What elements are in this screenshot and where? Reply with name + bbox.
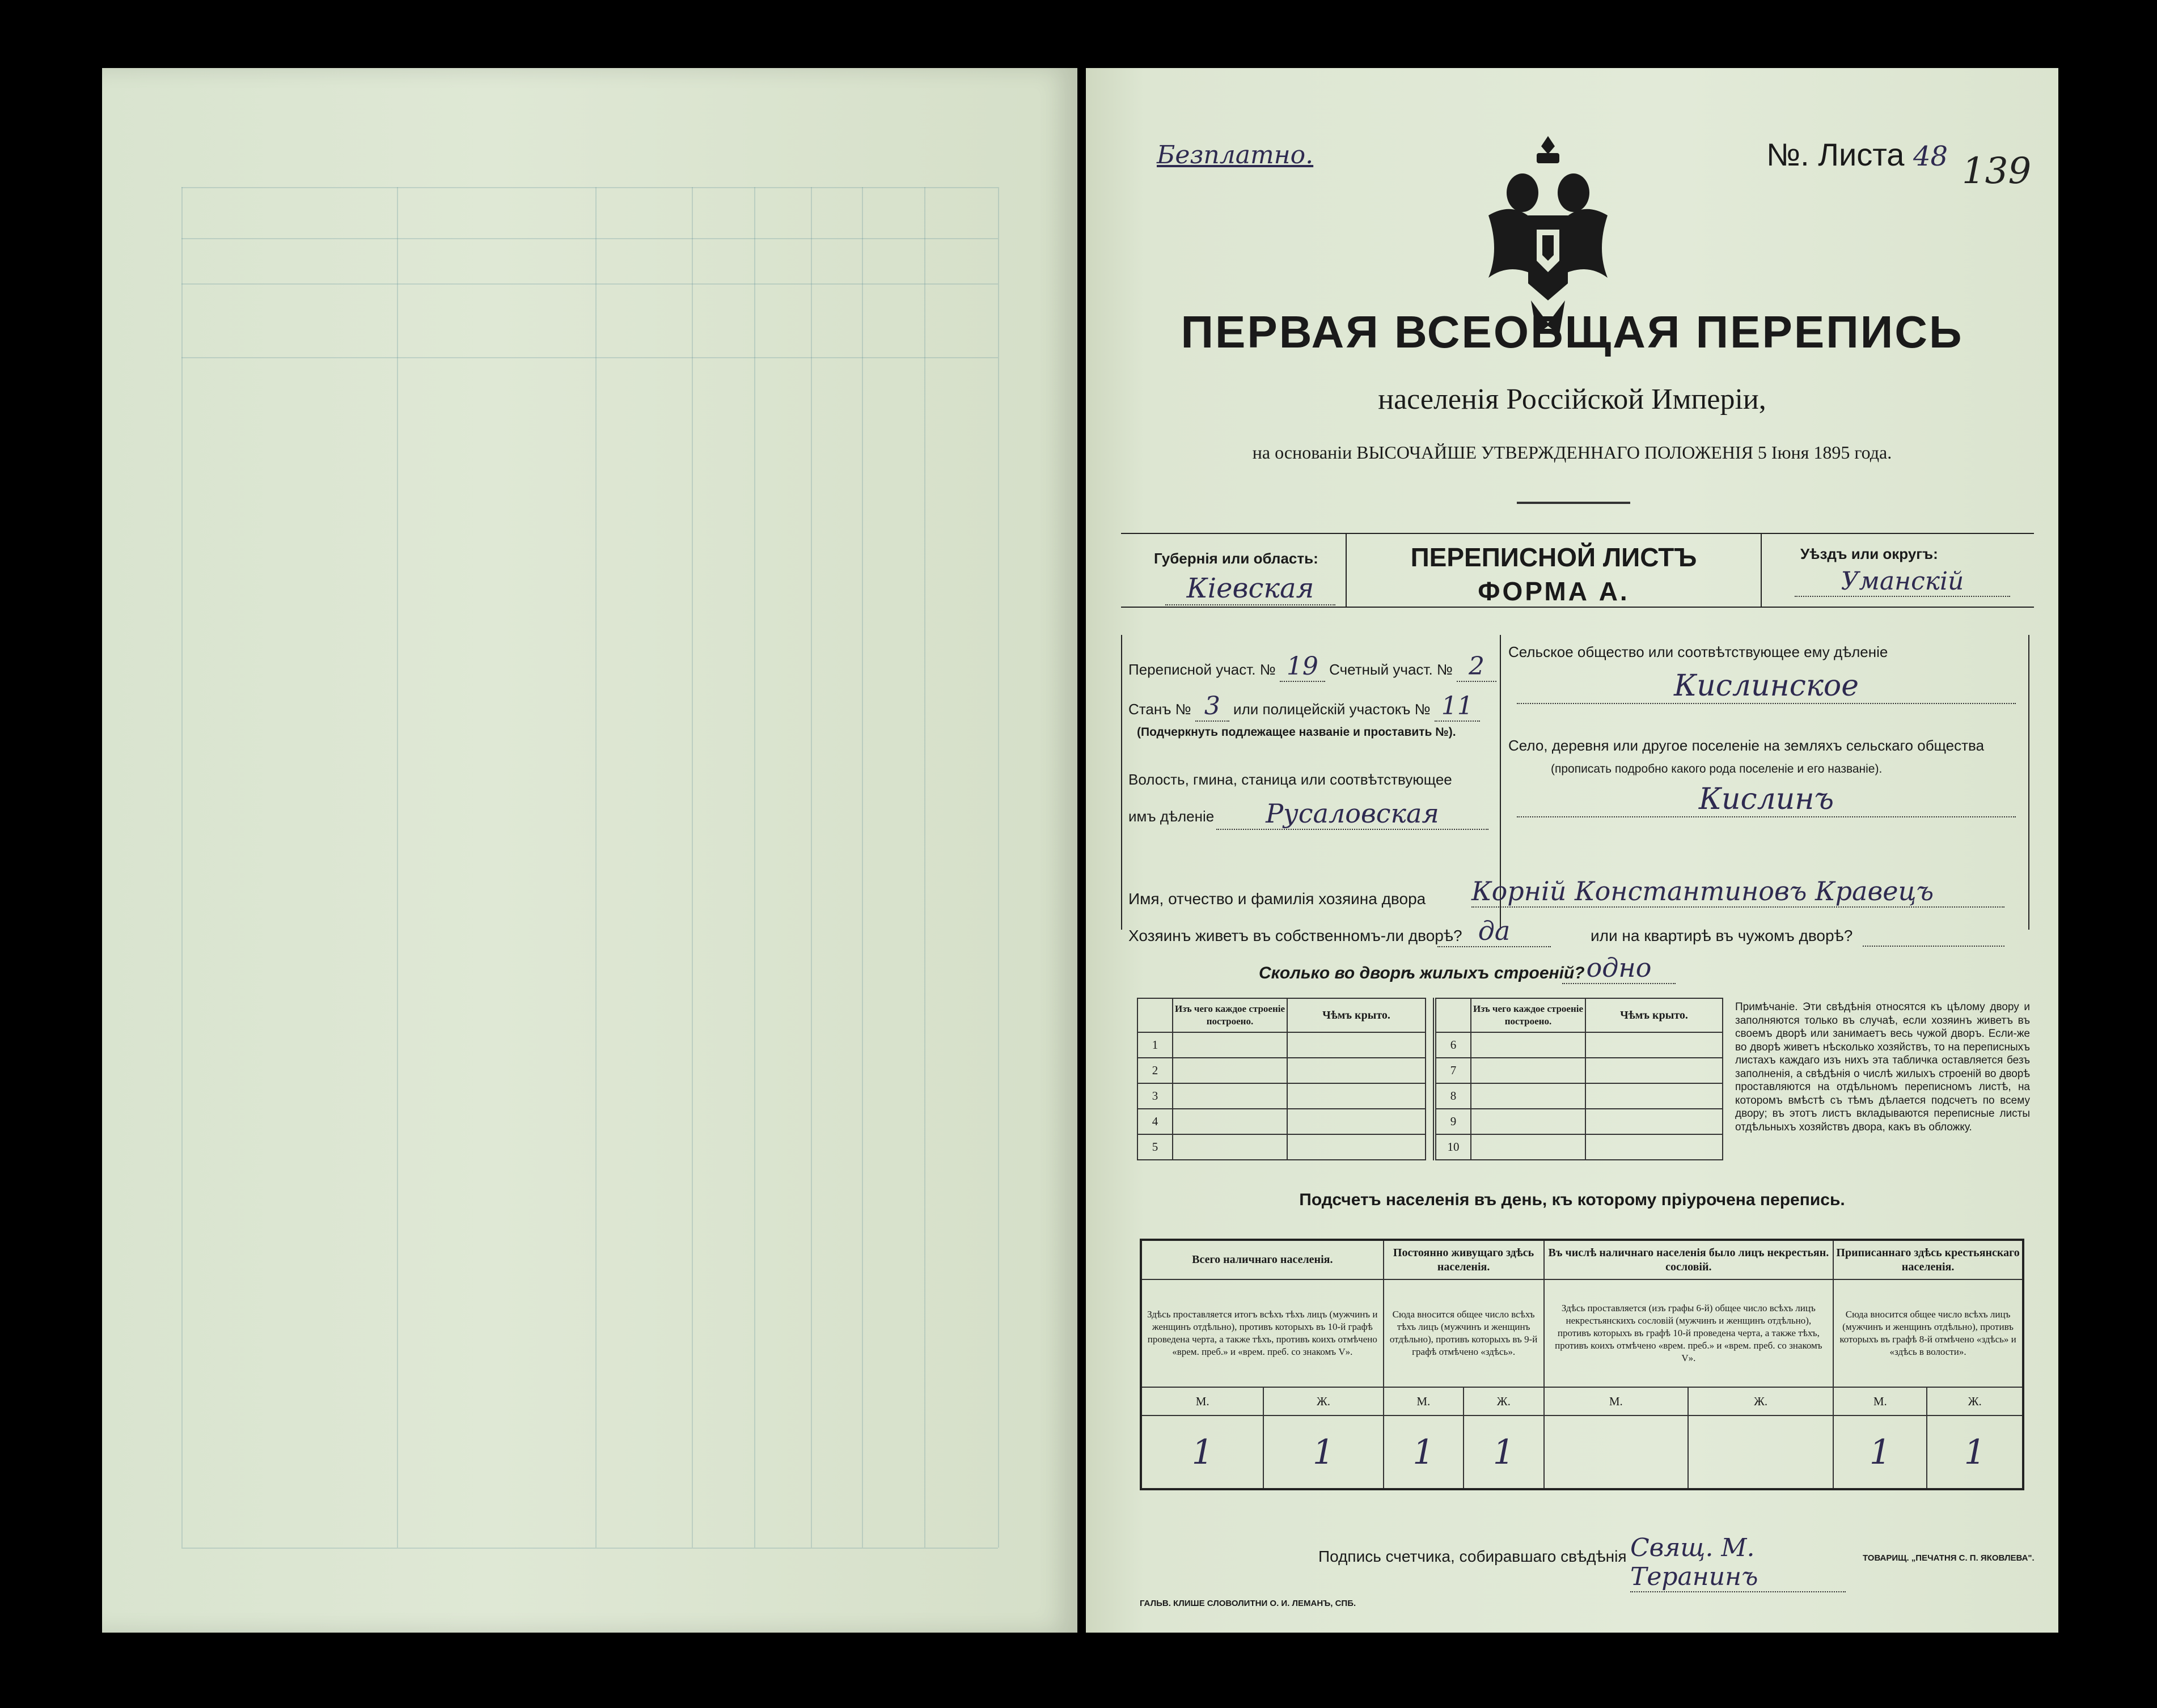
row-number: 3 <box>1137 1083 1173 1109</box>
ghost-line <box>181 238 998 239</box>
male-header: М. <box>1833 1387 1927 1415</box>
census-section-field <box>1128 652 1496 682</box>
village-label: Село, деревня или другое поселеніе на земляхъ сельскаго общества <box>1508 737 1985 754</box>
female-count[interactable]: 1 <box>1263 1415 1383 1489</box>
roof-cell[interactable] <box>1287 1083 1426 1109</box>
row-number-header <box>1137 998 1173 1032</box>
material-header: Изъ чего каждое строеніе построено. <box>1471 998 1585 1032</box>
police-value: 11 <box>1435 692 1480 722</box>
population-title: Подсчетъ населенія въ день, къ которому пріурочена перепись. <box>1299 1190 1845 1209</box>
header-box-bottom <box>1121 607 2034 608</box>
volost-label-2: имъ дѣленіе <box>1128 808 1215 825</box>
village-note: (прописать подробно какого рода поселеніе и его названіе). <box>1551 762 1883 775</box>
pop-col-head: Всего наличнаго населенія. <box>1141 1240 1384 1279</box>
signature-label: Подпись счетчика, собиравшаго свѣдѣнія <box>1318 1548 1627 1565</box>
material-cell[interactable] <box>1471 1032 1585 1058</box>
male-count[interactable]: 1 <box>1833 1415 1927 1489</box>
census-section-label: Переписной участ. № <box>1128 661 1276 678</box>
roof-cell[interactable] <box>1287 1109 1426 1134</box>
ghost-line <box>862 187 863 1548</box>
form-main-title: ПЕРВАЯ ВСЕОБЩАЯ ПЕРЕПИСЬ <box>1181 307 1964 357</box>
owner-label: Имя, отчество и фамилія хозяина двора <box>1128 890 1426 908</box>
count-section-value: 2 <box>1457 652 1496 682</box>
census-section-value: 19 <box>1280 652 1325 682</box>
row-number: 6 <box>1435 1032 1471 1058</box>
lives-other-label: или на квартирѣ въ чужомъ дворѣ? <box>1591 927 1853 944</box>
ghost-line <box>924 187 925 1548</box>
material-cell[interactable] <box>1471 1109 1585 1134</box>
printer-left: ГАЛЬВ. КЛИШЕ СЛОВОЛИТНИ О. И. ЛЕМАНЪ, СПБ. <box>1140 1599 1356 1608</box>
row-number: 7 <box>1435 1058 1471 1083</box>
row-number: 8 <box>1435 1083 1471 1109</box>
owner-field <box>1128 890 1426 908</box>
material-cell[interactable] <box>1173 1032 1287 1058</box>
female-header: Ж. <box>1688 1387 1833 1415</box>
stan-field <box>1128 692 1480 722</box>
population-table <box>1140 1239 2024 1490</box>
ghost-line <box>998 187 999 1548</box>
pop-col-desc: Сюда вносится общее число всѣхъ лицъ (мужчинъ и женщинъ отдѣльно), противъ которыхъ въ графѣ 8-й отмѣчено «здѣсь» и «здѣсь в волости». <box>1833 1279 2023 1387</box>
female-header: Ж. <box>1927 1387 2023 1415</box>
rural-society-label: Сельское общество или соотвѣтствующее ему дѣленіе <box>1508 643 1888 660</box>
census-sheet-title: ПЕРЕПИСНОЙ ЛИСТЪ <box>1410 543 1697 572</box>
roof-cell[interactable] <box>1585 1032 1723 1058</box>
pop-col-head: Приписаннаго здѣсь крестьянскаго населенія. <box>1833 1240 2023 1279</box>
ornament-divider <box>1517 502 1630 504</box>
roof-cell[interactable] <box>1287 1134 1426 1160</box>
male-header: М. <box>1544 1387 1689 1415</box>
male-header: М. <box>1384 1387 1464 1415</box>
fields-frame-left <box>1121 635 1122 930</box>
buildings-label: Сколько во дворѣ жилыхъ строеній? <box>1259 964 1585 982</box>
male-count[interactable]: 1 <box>1384 1415 1464 1489</box>
census-form-page <box>1086 68 2058 1633</box>
rural-society-value: Кислинское <box>1517 669 2016 704</box>
ghost-line <box>397 187 398 1548</box>
pop-col-head: Въ числѣ наличнаго населенія было лицъ некрестьян. сословій. <box>1544 1240 1834 1279</box>
pop-col-desc: Здѣсь проставляется (изъ графы 6-й) общее число всѣхъ лицъ некрестьянскихъ сословій (мужчинъ и женщинъ отдѣльно), противъ которыхъ въ графѣ 10-й проведена черта, а также тѣхъ, противъ коихъ отмѣчено «врем. преб.» и «врем. преб. со знакомъ V». <box>1544 1279 1834 1387</box>
material-cell[interactable] <box>1173 1083 1287 1109</box>
fields-frame-right <box>2028 635 2029 930</box>
material-cell[interactable] <box>1471 1134 1585 1160</box>
roof-cell[interactable] <box>1585 1083 1723 1109</box>
stan-value: 3 <box>1195 692 1229 722</box>
left-page-blank <box>102 68 1077 1633</box>
roof-cell[interactable] <box>1287 1058 1426 1083</box>
buildings-table-right <box>1433 998 1723 1160</box>
female-header: Ж. <box>1464 1387 1543 1415</box>
police-label: или полицейскій участокъ № <box>1233 701 1431 718</box>
material-header: Изъ чего каждое строеніе построено. <box>1173 998 1287 1032</box>
material-cell[interactable] <box>1471 1058 1585 1083</box>
material-cell[interactable] <box>1173 1109 1287 1134</box>
form-subtitle: населенія Россійской Имперіи, <box>1378 383 1766 416</box>
ghost-line <box>181 187 183 1548</box>
lives-other-blank <box>1863 946 2004 947</box>
count-section-label: Счетный участ. № <box>1329 661 1453 678</box>
ghost-line <box>181 1548 998 1549</box>
pop-col-desc: Здѣсь проставляется итогъ всѣхъ тѣхъ лицъ (мужчинъ и женщинъ отдѣльно), противъ которыхъ въ 10-й графѣ проведена черта, а также тѣхъ, противъ коихъ отмѣчено «врем. преб.» и «врем. преб. со знакомъ V». <box>1141 1279 1384 1387</box>
header-box-top <box>1121 533 2034 534</box>
ghost-line <box>595 187 597 1548</box>
district-label: Уѣздъ или округъ: <box>1800 545 1938 562</box>
buildings-table-left <box>1137 998 1426 1160</box>
form-type-title: ФОРМА А. <box>1478 577 1630 606</box>
ghost-line <box>181 283 998 285</box>
sheet-number-label <box>1766 136 1948 173</box>
district-value: Уманскій <box>1795 567 2010 597</box>
underline-note: (Подчеркнуть подлежащее названіе и проставить №). <box>1137 726 1456 739</box>
header-box-divider <box>1761 533 1762 607</box>
sheet-number-value: 48 <box>1913 141 1948 172</box>
row-number: 4 <box>1137 1109 1173 1134</box>
row-number: 1 <box>1137 1032 1173 1058</box>
lives-own-label: Хозяинъ живетъ въ собственномъ-ли дворѣ? <box>1128 927 1462 944</box>
instructions-note: Примѣчаніе. Эти свѣдѣнія относятся къ цѣлому двору и заполняются только въ случаѣ, если хозяинъ живетъ въ своемъ дворѣ или занимаетъ весь чужой дворъ. Если-же во дворѣ живетъ нѣсколько хозяйствъ, то на переписныхъ листахъ каждаго изъ нихъ эта табличка оставляется безъ заполненія, а свѣдѣнія о числѣ жилыхъ строеній во дворѣ проставляются на отдѣльномъ переписномъ листѣ, на которомъ вмѣстѣ съ тѣмъ дѣлается подсчетъ по всему двору; въ этотъ листъ вкладываются переписные листы отдѣльныхъ хозяйствъ двора, какъ въ обложку. <box>1735 1001 2030 1133</box>
material-cell[interactable] <box>1173 1058 1287 1083</box>
roof-cell[interactable] <box>1585 1058 1723 1083</box>
female-count[interactable]: 1 <box>1464 1415 1543 1489</box>
roof-cell[interactable] <box>1287 1032 1426 1058</box>
female-count[interactable] <box>1688 1415 1833 1489</box>
archive-page-number: 139 <box>1962 150 2032 192</box>
ghost-line <box>181 357 998 358</box>
material-cell[interactable] <box>1471 1083 1585 1109</box>
free-label: Безплатно. <box>1157 141 1314 169</box>
material-cell[interactable] <box>1173 1134 1287 1160</box>
female-count[interactable]: 1 <box>1927 1415 2023 1489</box>
signature-value: Свящ. М. Теранинъ <box>1630 1533 1846 1592</box>
male-count[interactable] <box>1544 1415 1689 1489</box>
pop-col-head: Постоянно живущаго здѣсь населенія. <box>1384 1240 1544 1279</box>
ghost-line <box>692 187 693 1548</box>
female-header: Ж. <box>1263 1387 1383 1415</box>
row-number-header <box>1435 998 1471 1032</box>
male-count[interactable]: 1 <box>1141 1415 1263 1489</box>
roof-header: Чѣмъ крыто. <box>1287 998 1426 1032</box>
province-label: Губернія или область: <box>1154 550 1318 567</box>
row-number: 5 <box>1137 1134 1173 1160</box>
village-value: Кислинъ <box>1517 782 2016 817</box>
form-basis-line: на основаніи ВЫСОЧАЙШЕ УТВЕРЖДЕННАГО ПОЛОЖЕНІЯ 5 Іюня 1895 года. <box>1252 442 1892 463</box>
ghost-line <box>811 187 812 1548</box>
owner-value: Корній Константиновъ Кравецъ <box>1471 876 2004 908</box>
sheet-number-text: №. Листа <box>1766 137 1905 172</box>
ghost-line <box>754 187 755 1548</box>
male-header: М. <box>1141 1387 1263 1415</box>
roof-cell[interactable] <box>1585 1134 1723 1160</box>
stan-label: Станъ № <box>1128 701 1191 718</box>
volost-label-1: Волость, гмина, станица или соотвѣтствующее <box>1128 771 1452 788</box>
row-number: 2 <box>1137 1058 1173 1083</box>
row-number: 10 <box>1435 1134 1471 1160</box>
volost-value: Русаловская <box>1216 798 1488 830</box>
roof-header: Чѣмъ крыто. <box>1585 998 1723 1032</box>
printer-right: ТОВАРИЩ. „ПЕЧАТНЯ С. П. ЯКОВЛЕВА". <box>1863 1553 2035 1563</box>
buildings-value: одно <box>1562 952 1676 984</box>
row-number: 9 <box>1435 1109 1471 1134</box>
roof-cell[interactable] <box>1585 1109 1723 1134</box>
province-value: Кіевская <box>1165 573 1335 605</box>
ghost-line <box>181 187 998 188</box>
lives-own-value: да <box>1437 916 1551 947</box>
pop-col-desc: Сюда вносится общее число всѣхъ тѣхъ лицъ (мужчинъ и женщинъ отдѣльно), противъ которыхъ въ 9-й графѣ отмѣчено «здѣсь». <box>1384 1279 1544 1387</box>
